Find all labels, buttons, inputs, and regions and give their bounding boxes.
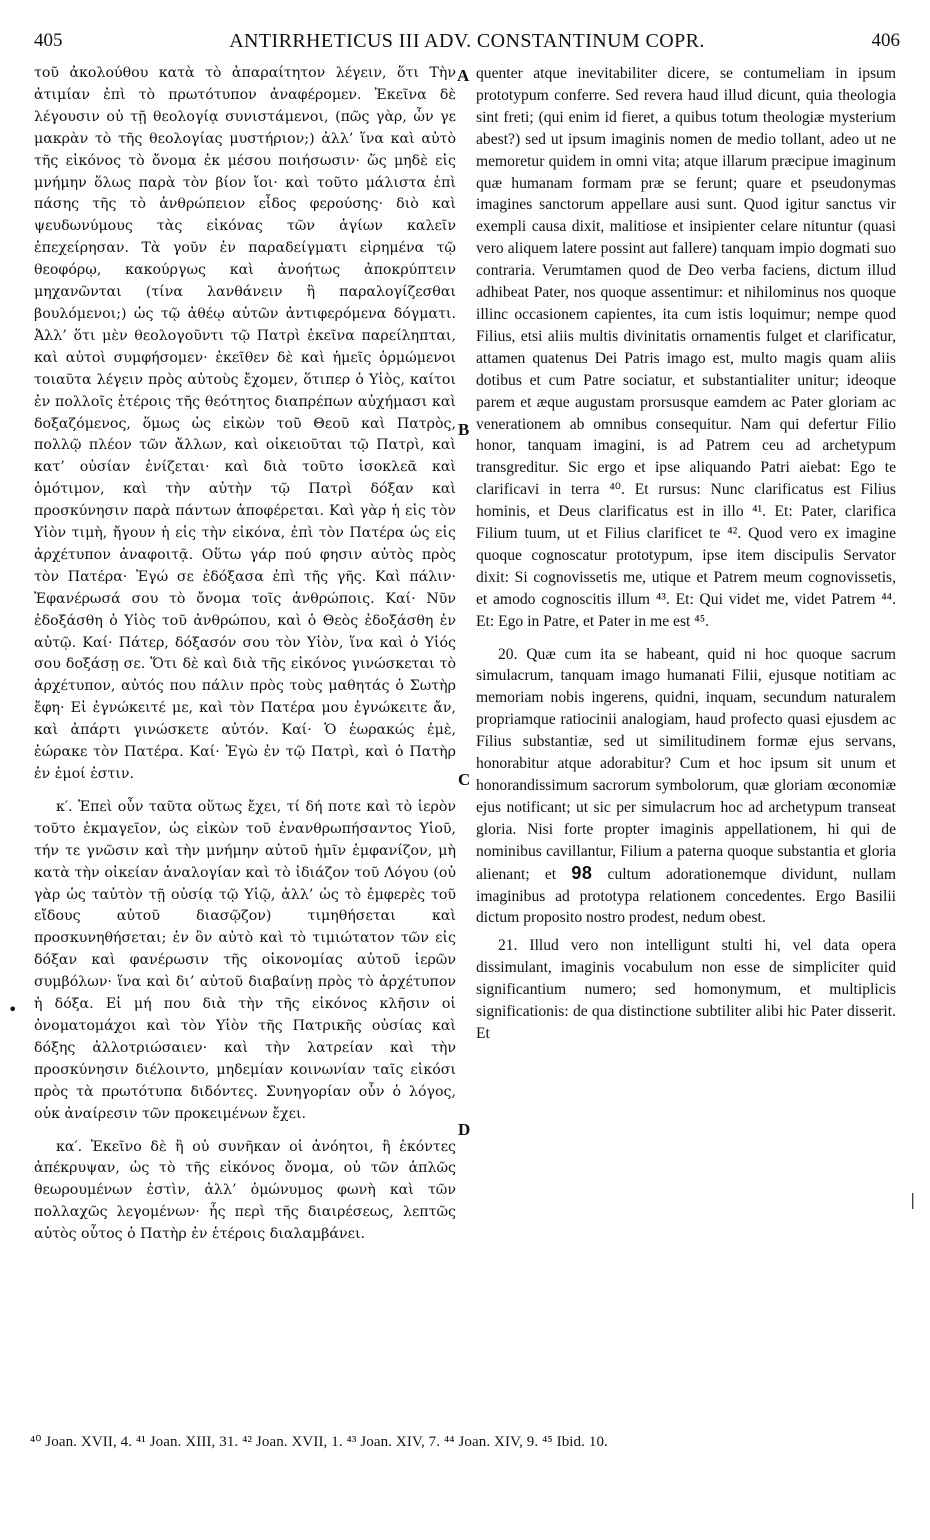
greek-section-20: κ′. Ἐπεὶ οὖν ταῦτα οὕτως ἔχει, τί δή ποτε καὶ τὸ ἱερὸν τοῦτο ἐκμαγεῖον, ὡς εἰκὼν τοῦ ἐνανθρωπήσαντος Υἱοῦ, τήν τε γνῶσιν καὶ τὴν μνήμην αὐτοῦ ἡμῖν ἐμφανίζον, μὴ κατὰ τὴν οἰκείαν ἀναλογίαν καὶ τὸ ἰδιάζον τοῦ Λόγου (οὐ γὰρ ὡς ταὐτὸν τῇ οὐσίᾳ τῷ Υἱῷ, ἀλλ’ ὡς τὸ ἐμφερὲς τοῦ εἴδους αὐτοῦ διασῷζον) τιμηθήσεται καὶ προσκυνηθήσεται; ἐν ὃν αὐτὸ καὶ τὸ τιμιώτατον τῶν εἰς δόξαν καὶ φανέρωσιν τῆς οἰκονομίας αὐτοῦ ἱερῶν συμβόλων· ἵνα καὶ δι’ αὐτοῦ διαβαίνῃ πρὸς τὸ ἀρχέτυπον ἡ δόξα. Εἰ μή που διὰ τὴν τῆς εἰκόνος κλῆσιν οἱ ὀνοματομάχοι καὶ τὸν Υἱὸν τῆς Πατρικῆς οὐσίας καὶ δόξης ἀλλοτριώσαιεν· καὶ τὴν λατρείαν καὶ τὴν προσκύνησιν διέλοιντο, μηδεμίαν κοινωνίαν ταῖς εἰκόσι πρὸς τὰ πρωτότυπα διδόντες. Συνηγορίαν οὖν ὁ λόγος, οὐκ ἀναίρεσιν τῶν προκειμένων ἔχει.: [34, 798, 456, 1122]
greek-column: [34, 63, 456, 1403]
page-number-left: 405: [34, 30, 63, 51]
margin-dot-mark: •: [8, 1000, 18, 1019]
margin-tick-mark: |: [910, 1190, 916, 1209]
latin-column: [476, 63, 896, 1403]
latin-section-21: 21. Illud vero non intelligunt stulti hi, vel data opera dissimulant, imaginis vocabulum non esse de simpliciter quid significantium numero; sed homonymum, et multiplicis significationis: de qua distinctione subtiliter alibi hic Pater disserit. Et: [476, 937, 896, 1042]
margin-marker-b: B: [458, 420, 470, 439]
footnotes: ⁴⁰ Joan. XVII, 4. ⁴¹ Joan. XIII, 31. ⁴² Joan. XVII, 1. ⁴³ Joan. XIV, 7. ⁴⁴ Joan. XIV, 9. ⁴⁵ Ibid. 10.: [30, 1434, 608, 1450]
margin-marker-c: C: [458, 770, 471, 789]
page-header: [34, 30, 900, 60]
greek-section-21: κα′. Ἐκεῖνο δὲ ἢ οὐ συνῆκαν οἱ ἀνόητοι, ἢ ἑκόντες ἀπέκρυψαν, ὡς τὸ τῆς εἰκόνος ὄνομα, οὐ τῶν ἁπλῶς θεωρουμένων ἐστὶν, ἀλλ’ ὁμώνυμος φωνὴ καὶ τῶν πολλαχῶς λεγομένων· ἧς περὶ τῆς διαιρέσεως, λεπτῶς αὐτὸς οὗτος ὁ Πατὴρ ἐν ἑτέροις διαλαμβάνει.: [34, 1138, 456, 1243]
margin-marker-a: A: [457, 66, 470, 85]
running-title: ANTIRRHETICUS III ADV. CONSTANTINUM COPR.: [229, 30, 705, 52]
latin-paragraph: quenter atque inevitabiliter dicere, se contumeliam in ipsum prototypum conferre. Sed revera haud illud dicunt, quia theologia sint freti; (qui enim id fieret, a quibus totum theologiæ mysterium abest?) sed ut ipsum imaginis nomen de medio tollant, adeo ut ne memoretur quidem in omni vita; atque illarum præcipue imaginum quæ humanam formam præ se ferunt; quare et pseudonymas imagines sanctorum appellare ausi sunt. Quod igitur sanctus vir exempli causa dixit, malitiose et insipienter celare nituntur (quasi vero aliquem latere possint aut fallere) tanquam impio dogmati suo contraria. Verumtamen quod de Deo verba faciens, dictum illud adhibeat Pater, nos quoque assentimur: et nihilominus nos quoque illinc occasionem capientes, ita cum istis loquimur; nempe quod Filius, etsi aliis multis divinitatis ornamentis fulget et clarificatur, attamen quatenus Dei Patris imago est, multo magis quam aliis dotibus et cum Patre sociatur, et substantialiter unitur; ideoque parem et æque augustam prorsusque eamdem ac Pater gloriam ac venerationem ab omnibus consequitur. Nam qui defertur Filio honor, tanquam imagini, is ad Patrem ceu ad archetypum transgreditur. Sic ergo et ipse aliquando Patri aiebat: Ego te clarificavi in terra ⁴⁰. Et rursus: Nunc clarificatus est Filius hominis, et Deus clarificatus est in illo ⁴¹. Et: Pater, clarifica Filium tuum, ut et Filius clarificet te ⁴². Quod vero ex imagine quoque cognoscatur prototypum, ipse item discipulis Servator dixit: Si cognovissetis me, utique et Patrem meum cognovissetis, et amodo cognoscitis illum ⁴³. Et: Qui videt me, videt Patrem ⁴⁴. Et: Ego in Patre, et Pater in me est ⁴⁵.: [476, 65, 896, 630]
greek-paragraph: τοῦ ἀκολούθου κατὰ τὸ ἀπαραίτητον λέγειν, ὅτι Τὴν ἀτιμίαν ἐπὶ τὸ πρωτότυπον ἀναφέρομεν. Ἐκεῖνα δὲ λέγουσιν οὐ τῇ θεολογίᾳ συνιστάμενοι, (πῶς γὰρ, ὧν γε μακρὰν τὸ τῆς θεολογίας μυστήριον;) ἀλλ’ ἵνα καὶ αὐτὸ τῆς εἰκόνος τὸ ὄνομα ἐκ μέσου ποιήσωσιν· ὥς μηδὲ εἰς μνήμην ὅλως παρὰ τὸν βίον ἴοι· καὶ τοῦτο μάλιστα ἐπὶ πάσης τῆς τὸ ἀνθρώπειον εἶδος φερούσης· διὸ καὶ ψευδωνύμους τὰς εἰκόνας τῶν ἁγίων καλεῖν ἐπεχείρησαν. Τὰ γοῦν ἐν παραδείγματι εἰρημένα τῷ θεοφόρῳ, κακούργως καὶ ἀνοήτως ἀποκρύπτειν μηχανῶνται (τίνα λανθάνειν ἢ παραλογίζεσθαι βουλόμενοι;) ὡς τῷ ἀθέῳ αὐτῶν ἀντιφερόμενα δόγματι. Ἀλλ’ ὅτι μὲν θεολογοῦντι τῷ Πατρὶ ἐκεῖνα παρείληπται, καὶ αὐτοὶ συμφήσομεν· ἐκεῖθεν δὲ καὶ ἡμεῖς ὁρμώμενοι τοιαῦτα λέγειν πρὸς αὐτοὺς ἔχομεν, ὅτιπερ ὁ Υἱὸς, καίτοι ἐν πολλοῖς ἑτέροις τῆς θεότητος διαπρέπων αὐχήμασι καὶ δοξαζόμενος, ὅμως ὡς εἰκὼν τοῦ Θεοῦ καὶ Πατρὸς, πολλῷ πλέον τῶν ἄλλων, καὶ οἰκειοῦται τῷ Πατρὶ, καὶ κατ’ οὐσίαν ἑνίζεται· καὶ διὰ τοῦτο ἰσοκλεᾶ καὶ ὁμότιμον, καὶ τὴν αὐτὴν τῷ Πατρὶ δόξαν καὶ προσκύνησιν παρὰ πάντων ἀποφέρεται. Καὶ γὰρ ἡ εἰς τὸν Υἱὸν τιμὴ, ἤγουν ἡ εἰς τὴν εἰκόνα, ἐπὶ τὸν Πατέρα ὡς εἰς ἀρχέτυπον ἀναφοιτᾷ. Οὕτω γάρ πού φησιν αὐτὸς πρὸς τὸν Πατέρα· Ἐγώ σε ἐδόξασα ἐπὶ τῆς γῆς. Καὶ πάλιν· Ἐφανέρωσά σου τὸ ὄνομα τοῖς ἀνθρώποις. Καί· Νῦν ἐδοξάσθη ὁ Υἱὸς τοῦ ἀνθρώπου, καὶ ὁ Θεὸς ἐδοξάσθη ἐν αὐτῷ. Καί· Πάτερ, δόξασόν σου τὸν Υἱὸν, ἵνα καὶ ὁ Υἱός σου δοξάσῃ σε. Ὅτι δὲ καὶ διὰ τῆς εἰκόνος γινώσκεται τὸ ἀρχέτυπον, αὐτός που πάλιν πρὸς τοὺς μαθητάς ὁ Σωτὴρ ἔφη· Εἰ ἐγνώκειτέ με, καὶ τὸν Πατέρα μου ἐγνώκειτε ἄν, καὶ ἀπάρτι γινώσκετε αὐτόν. Καί· Ὁ ἑωρακώς ἐμὲ, ἑώρακε τὸν Πατέρα. Καί· Ἐγὼ ἐν τῷ Πατρὶ, καὶ ὁ Πατὴρ ἐν ἐμοί ἐστιν.: [34, 65, 456, 782]
page-badge: 98: [571, 862, 593, 883]
page-number-right: 406: [871, 30, 900, 51]
latin-section-20: [476, 644, 896, 930]
latin-section-20-text-b: cultum adorationemque dividunt, nullam imaginibus ad prototypa relationem concedentes. Ergo Basilii dictum proposito nostro prodest, nedum obest.: [476, 865, 896, 927]
margin-marker-d: D: [458, 1120, 471, 1139]
latin-section-20-text-a: 20. Quæ cum ita se habeant, quid ni hoc quoque sacrum simulacrum, tanquam imago humanati Filii, ejusque notitiam ac memoriam nobis ingerens, quidni, inquam, secundum naturalem propriamque ratiocinii analogiam, haud profecto quasi ejusdem ac Filius substantiæ, sed ut similitudinem formæ ejus servans, honorabitur atque adorabitur? Cum et hoc ipsum sit unum et honorandissimum sacrorum symbolorum, quæ gloriam œconomiæ ejus notificant; ut sic per simulacrum hoc ad archetypum transeat gloria. Nisi forte propter imaginis appellationem, hi qui de nominibus cavillantur, Filium a paterna quoque substantia et gloria alienant; et: [476, 645, 896, 883]
